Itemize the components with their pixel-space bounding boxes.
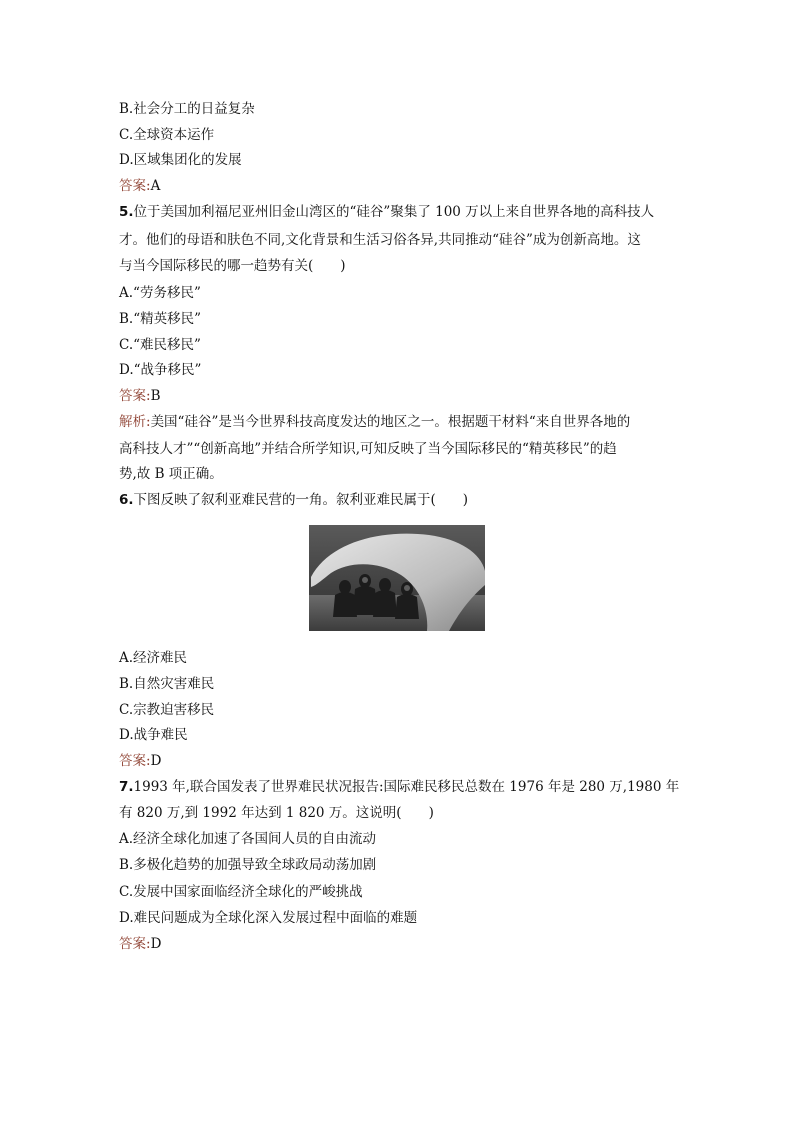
- q7-stem-line2: 有 820 万,到 1992 年达到 1 820 万。这说明( ): [119, 805, 434, 821]
- q4-option-b: B.社会分工的日益复杂: [119, 101, 255, 117]
- q7-answer: [119, 935, 161, 953]
- q7-option-b: B.多极化趋势的加强导致全球政局动荡加剧: [119, 857, 377, 873]
- q5-stem-line3: 与当今国际移民的哪一趋势有关( ): [119, 258, 346, 274]
- answer-value: D: [150, 753, 162, 769]
- q5-option-c: C.“难民移民”: [119, 337, 201, 353]
- answer-label: 答案:: [119, 753, 151, 769]
- refugee-camp-photo: [309, 525, 485, 631]
- answer-value: B: [150, 388, 161, 404]
- analysis-label: 解析:: [119, 414, 151, 430]
- q6-option-c: C.宗教迫害移民: [119, 702, 215, 718]
- q5-stem-line2: 才。他们的母语和肤色不同,文化背景和生活习俗各异,共同推动“硅谷”成为创新高地。这: [119, 232, 641, 248]
- q4-answer: [119, 177, 160, 195]
- q5-answer: [119, 387, 160, 405]
- q6-number: 6.: [119, 492, 134, 508]
- q6-option-b: B.自然灾害难民: [119, 676, 215, 692]
- answer-label: 答案:: [119, 936, 151, 952]
- q6-option-d: D.战争难民: [119, 727, 188, 743]
- q7-option-d: D.难民问题成为全球化深入发展过程中面临的难题: [119, 910, 418, 926]
- q6-answer: [119, 752, 161, 770]
- analysis-text1: 美国“硅谷”是当今世界科技高度发达的地区之一。根据题干材料“来自世界各地的: [150, 414, 631, 430]
- answer-label: 答案:: [119, 388, 151, 404]
- q6-option-a: A.经济难民: [119, 650, 188, 666]
- q5-analysis-line1: [119, 413, 630, 431]
- answer-value: A: [150, 178, 161, 194]
- q5-analysis-line2: 高科技人才”“创新高地”并结合所学知识,可知反映了当今国际移民的“精英移民”的趋: [119, 441, 617, 457]
- q7-stem-text1: 1993 年,联合国发表了世界难民状况报告:国际难民移民总数在 1976 年是 280 万,1980 年: [133, 779, 680, 795]
- q6-stem-text: 下图反映了叙利亚难民营的一角。叙利亚难民属于( ): [133, 492, 469, 508]
- q5-option-d: D.“战争移民”: [119, 362, 202, 378]
- q5-stem-line1: [119, 203, 654, 221]
- q5-analysis-line3: 势,故 B 项正确。: [119, 466, 223, 482]
- answer-value: D: [150, 936, 162, 952]
- q6-stem: [119, 491, 468, 509]
- q4-option-d: D.区域集团化的发展: [119, 152, 242, 168]
- answer-label: 答案:: [119, 178, 151, 194]
- refugee-camp-photo-graphic: [309, 525, 485, 631]
- q5-option-a: A.“劳务移民”: [119, 285, 201, 301]
- q7-option-c: C.发展中国家面临经济全球化的严峻挑战: [119, 884, 363, 900]
- q7-number: 7.: [119, 779, 134, 795]
- q5-option-b: B.“精英移民”: [119, 311, 202, 327]
- q7-stem-line1: [119, 778, 679, 796]
- q5-number: 5.: [119, 204, 134, 220]
- q5-stem-text1: 位于美国加利福尼亚州旧金山湾区的“硅谷”聚集了 100 万以上来自世界各地的高科技人: [133, 204, 655, 220]
- q4-option-c: C.全球资本运作: [119, 127, 215, 143]
- q7-option-a: A.经济全球化加速了各国间人员的自由流动: [119, 831, 377, 847]
